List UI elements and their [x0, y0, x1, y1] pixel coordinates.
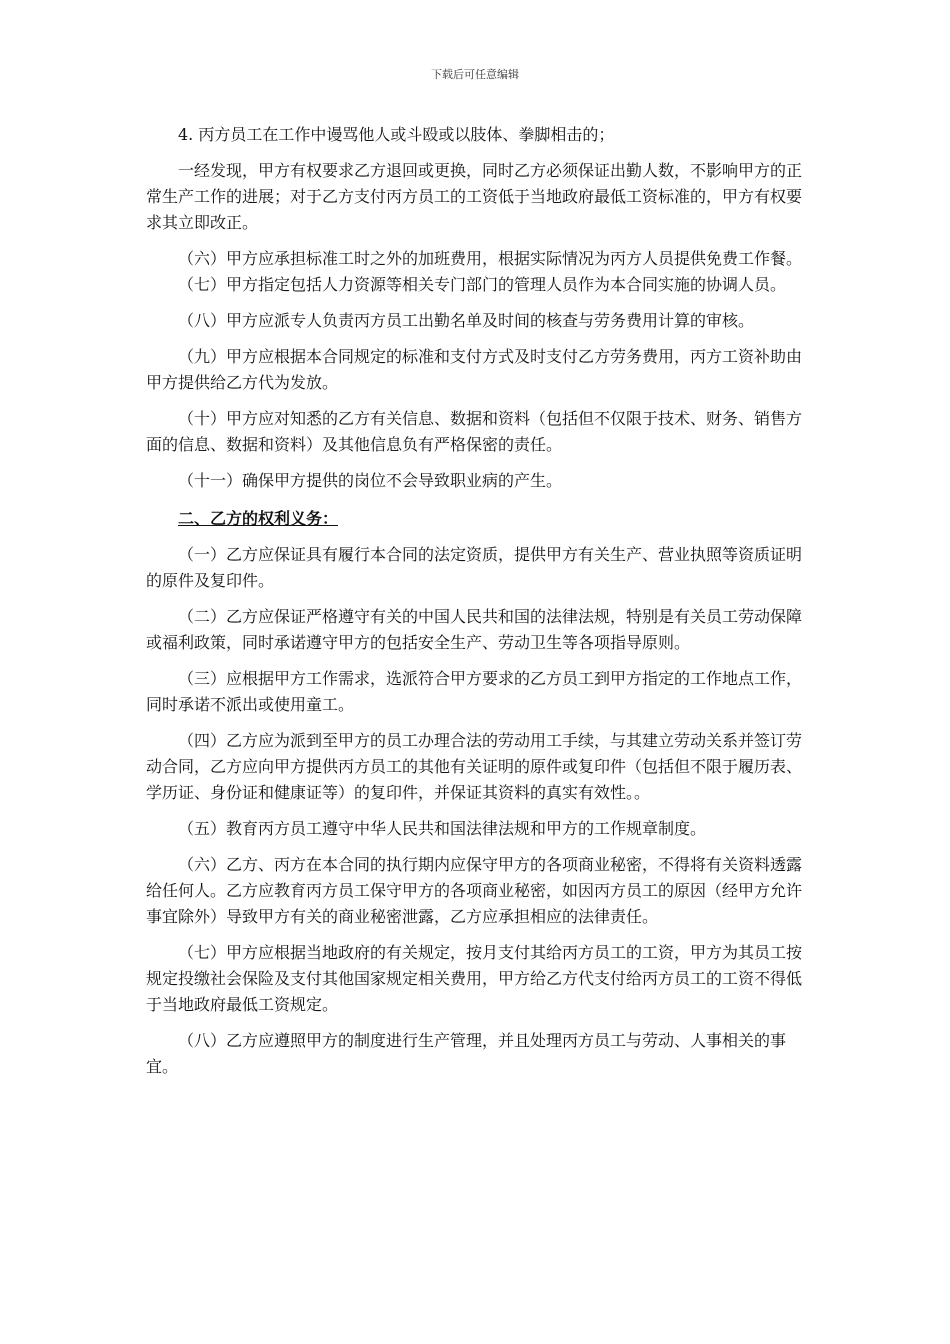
- section-heading: [146, 506, 810, 532]
- paragraph: （四）乙方应为派到至甲方的员工办理合法的劳动用工手续，与其建立劳动关系并签订劳动合同，乙方应向甲方提供丙方员工的其他有关证明的原件或复印件（包括但不限于履历表、学历证、身份证和健康证等）的复印件，并保证其资料的真实有效性。。: [146, 731, 803, 802]
- section-heading-text: 二、乙方的权利义务：: [178, 509, 339, 528]
- paragraph: 4. 丙方员工在工作中谩骂他人或斗殴或以肢体、拳脚相击的；: [178, 125, 615, 144]
- paragraph: （九）甲方应根据本合同规定的标准和支付方式及时支付乙方劳务费用，丙方工资补助由甲方提供给乙方代为发放。: [146, 347, 803, 392]
- paragraph: （二）乙方应保证严格遵守有关的中国人民共和国的法律法规，特别是有关员工劳动保障或福利政策，同时承诺遵守甲方的包括安全生产、劳动卫生等各项指导原则。: [146, 607, 803, 652]
- paragraph: （八）乙方应遵照甲方的制度进行生产管理，并且处理丙方员工与劳动、人事相关的事宜。: [146, 1031, 787, 1076]
- paragraph: （七）甲方指定包括人力资源等相关专门部门的管理人员作为本合同实施的协调人员。: [178, 275, 787, 294]
- paragraph: （八）甲方应派专人负责丙方员工出勤名单及时间的核查与劳务费用计算的审核。: [178, 311, 755, 330]
- page-header: 下载后可任意编辑: [431, 68, 519, 81]
- paragraph: （十一）确保甲方提供的岗位不会导致职业病的产生。: [178, 471, 563, 490]
- paragraph: （五）教育丙方员工遵守中华人民共和国法律法规和甲方的工作规章制度。: [178, 819, 707, 838]
- document-body: [146, 122, 810, 1080]
- paragraph: （七）甲方应根据当地政府的有关规定，按月支付其给丙方员工的工资，甲方为其员工按规定投缴社会保险及支付其他国家规定相关费用，甲方给乙方代支付给丙方员工的工资不得低于当地政府最低工资规定。: [146, 943, 803, 1014]
- paragraph: （一）乙方应保证具有履行本合同的法定资质，提供甲方有关生产、营业执照等资质证明的原件及复印件。: [146, 545, 803, 590]
- paragraph: 一经发现，甲方有权要求乙方退回或更换，同时乙方必须保证出勤人数，不影响甲方的正常生产工作的进展；对于乙方支付丙方员工的工资低于当地政府最低工资标准的，甲方有权要求其立即改正。: [146, 161, 803, 232]
- paragraph: （十）甲方应对知悉的乙方有关信息、数据和资料（包括但不仅限于技术、财务、销售方面的信息、数据和资料）及其他信息负有严格保密的责任。: [146, 409, 803, 454]
- paragraph: （三）应根据甲方工作需求，选派符合甲方要求的乙方员工到甲方指定的工作地点工作，同时承诺不派出或使用童工。: [146, 669, 803, 714]
- paragraph: （六）甲方应承担标准工时之外的加班费用，根据实际情况为丙方人员提供免费工作餐。: [178, 249, 803, 268]
- paragraph: （六）乙方、丙方在本合同的执行期内应保守甲方的各项商业秘密，不得将有关资料透露给任何人。乙方应教育丙方员工保守甲方的各项商业秘密，如因丙方员工的原因（经甲方允许事宜除外）导致甲方有关的商业秘密泄露，乙方应承担相应的法律责任。: [146, 855, 803, 926]
